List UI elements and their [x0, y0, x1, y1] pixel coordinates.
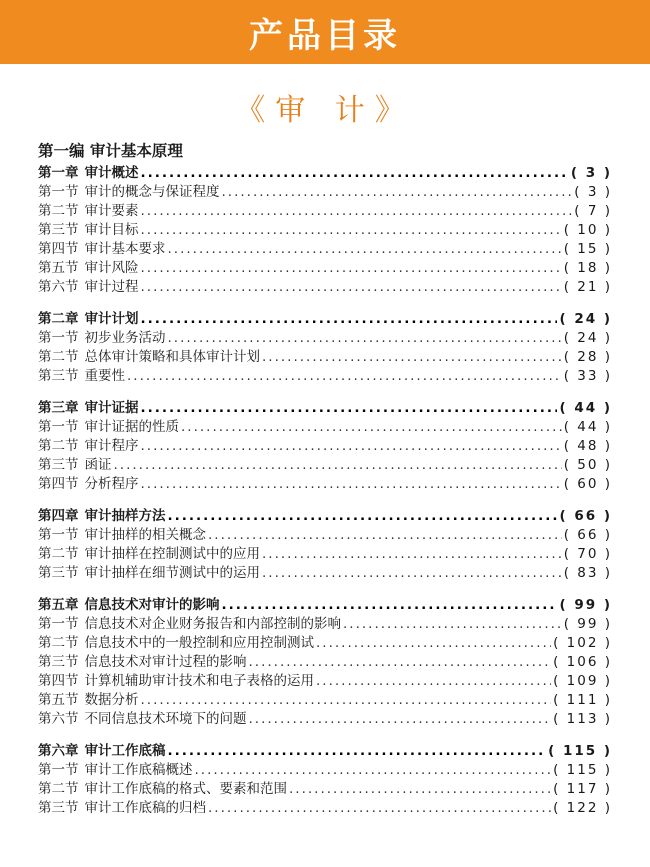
section-number: 第三节 [38, 222, 79, 238]
page-number: ( 113 ) [553, 711, 612, 727]
chapter-label [38, 596, 220, 615]
section-number: 第四节 [38, 241, 79, 257]
section-entry[interactable] [38, 672, 612, 691]
page-number: ( 70 ) [563, 546, 612, 562]
section-label [38, 634, 314, 653]
section-entry[interactable] [38, 475, 612, 494]
chapter-title: 审计工作底稿 [84, 743, 166, 759]
section-title: 审计抽样的相关概念 [84, 527, 206, 543]
section-entry[interactable] [38, 367, 612, 386]
section-title: 信息技术对审计过程的影响 [84, 654, 247, 670]
section-title: 分析程序 [84, 476, 139, 492]
dot-leader [168, 240, 562, 259]
page-title: 产品目录 [249, 15, 401, 56]
section-number: 第三节 [38, 800, 79, 816]
chapter-number: 第二章 [38, 311, 79, 327]
section-entry[interactable] [38, 799, 612, 818]
page-number: ( 66 ) [559, 508, 612, 524]
section-entry[interactable] [38, 259, 612, 278]
dot-leader [208, 799, 551, 818]
section-title: 审计程序 [84, 438, 139, 454]
dot-leader [316, 634, 551, 653]
section-label [38, 348, 260, 367]
chapter-block [38, 742, 612, 818]
section-entry[interactable] [38, 437, 612, 456]
dot-leader [343, 615, 562, 634]
chapter-label [38, 164, 139, 183]
section-number: 第六节 [38, 711, 79, 727]
section-number: 第一节 [38, 762, 79, 778]
section-title: 审计要素 [84, 203, 139, 219]
section-label [38, 221, 139, 240]
page-number: ( 111 ) [553, 692, 612, 708]
chapter-entry[interactable] [38, 742, 612, 761]
section-entry[interactable] [38, 456, 612, 475]
section-label [38, 691, 139, 710]
chapter-title: 审计证据 [84, 400, 139, 416]
page-number: ( 21 ) [563, 279, 612, 295]
page-number: ( 83 ) [563, 565, 612, 581]
dot-leader [262, 545, 562, 564]
section-title: 审计的概念与保证程度 [84, 184, 220, 200]
section-label [38, 615, 341, 634]
section-entry[interactable] [38, 221, 612, 240]
chapter-number: 第六章 [38, 743, 79, 759]
page-number: ( 115 ) [553, 762, 612, 778]
section-title: 审计目标 [84, 222, 139, 238]
page-number: ( 3 ) [570, 165, 612, 181]
section-entry[interactable] [38, 240, 612, 259]
section-number: 第一节 [38, 184, 79, 200]
dot-leader [141, 475, 562, 494]
section-label [38, 456, 112, 475]
section-title: 函证 [84, 457, 112, 473]
dot-leader [181, 418, 562, 437]
section-label [38, 329, 166, 348]
section-entry[interactable] [38, 761, 612, 780]
chapter-block [38, 507, 612, 583]
page-number: ( 24 ) [563, 330, 612, 346]
chapter-number: 第三章 [38, 400, 79, 416]
table-of-contents [38, 140, 612, 831]
section-entry[interactable] [38, 183, 612, 202]
section-title: 信息技术对企业财务报告和内部控制的影响 [84, 616, 341, 632]
section-number: 第三节 [38, 368, 79, 384]
section-entry[interactable] [38, 329, 612, 348]
section-title: 审计工作底稿概述 [84, 762, 193, 778]
section-number: 第二节 [38, 635, 79, 651]
section-label [38, 564, 260, 583]
chapter-entry[interactable] [38, 507, 612, 526]
section-label [38, 259, 139, 278]
page-number: ( 117 ) [553, 781, 612, 797]
section-title: 审计工作底稿的归档 [84, 800, 206, 816]
section-entry[interactable] [38, 348, 612, 367]
section-title: 信息技术中的一般控制和应用控制测试 [84, 635, 314, 651]
section-number: 第三节 [38, 654, 79, 670]
page-number: ( 66 ) [563, 527, 612, 543]
section-label [38, 672, 314, 691]
dot-leader [208, 526, 562, 545]
page-number: ( 10 ) [563, 222, 612, 238]
section-title: 初步业务活动 [84, 330, 166, 346]
section-label [38, 240, 166, 259]
chapter-label [38, 742, 166, 761]
page-number: ( 7 ) [574, 203, 612, 219]
section-entry[interactable] [38, 691, 612, 710]
dot-leader [141, 221, 562, 240]
section-number: 第二节 [38, 546, 79, 562]
dot-leader [141, 202, 573, 221]
section-entry[interactable] [38, 545, 612, 564]
chapter-entry[interactable] [38, 596, 612, 615]
section-number: 第三节 [38, 457, 79, 473]
chapter-title: 审计计划 [84, 311, 139, 327]
chapter-entry[interactable] [38, 164, 612, 183]
section-title: 不同信息技术环境下的问题 [84, 711, 247, 727]
section-number: 第六节 [38, 279, 79, 295]
dot-leader [289, 780, 551, 799]
chapter-label [38, 399, 139, 418]
section-title: 审计基本要求 [84, 241, 166, 257]
page-number: ( 44 ) [559, 400, 612, 416]
section-entry[interactable] [38, 780, 612, 799]
section-label [38, 475, 139, 494]
section-number: 第五节 [38, 260, 79, 276]
section-label [38, 278, 139, 297]
page-number: ( 24 ) [559, 311, 612, 327]
section-number: 第二节 [38, 438, 79, 454]
page-number: ( 99 ) [563, 616, 612, 632]
page-number: ( 50 ) [563, 457, 612, 473]
section-number: 第一节 [38, 330, 79, 346]
page-number: ( 109 ) [553, 673, 612, 689]
section-entry[interactable] [38, 615, 612, 634]
dot-leader [141, 437, 562, 456]
chapter-entry[interactable] [38, 399, 612, 418]
section-label [38, 653, 247, 672]
section-number: 第一节 [38, 527, 79, 543]
section-title: 计算机辅助审计技术和电子表格的运用 [84, 673, 314, 689]
section-title: 审计抽样在细节测试中的运用 [84, 565, 260, 581]
page-number: ( 15 ) [563, 241, 612, 257]
dot-leader [141, 399, 558, 418]
section-label [38, 418, 179, 437]
page-number: ( 102 ) [553, 635, 612, 651]
dot-leader [249, 710, 552, 729]
chapter-number: 第一章 [38, 165, 79, 181]
page-number: ( 44 ) [563, 419, 612, 435]
chapter-block [38, 310, 612, 386]
chapter-title: 审计概述 [84, 165, 139, 181]
section-entry[interactable] [38, 526, 612, 545]
section-label [38, 780, 287, 799]
page-number: ( 48 ) [563, 438, 612, 454]
section-entry[interactable] [38, 634, 612, 653]
page-number: ( 99 ) [559, 597, 612, 613]
chapter-block [38, 596, 612, 729]
dot-leader [249, 653, 552, 672]
section-title: 审计风险 [84, 260, 139, 276]
dot-leader [141, 310, 558, 329]
section-entry[interactable] [38, 278, 612, 297]
dot-leader [168, 507, 558, 526]
page-number: ( 28 ) [563, 349, 612, 365]
page-number: ( 106 ) [553, 654, 612, 670]
header-banner [0, 0, 650, 64]
section-number: 第二节 [38, 203, 79, 219]
dot-leader [141, 164, 569, 183]
dot-leader [127, 367, 562, 386]
page-number: ( 115 ) [548, 743, 612, 759]
dot-leader [141, 259, 562, 278]
page-number: ( 122 ) [553, 800, 612, 816]
chapter-number: 第四章 [38, 508, 79, 524]
chapter-label [38, 507, 166, 526]
dot-leader [114, 456, 562, 475]
page-number: ( 3 ) [574, 184, 612, 200]
dot-leader [222, 183, 573, 202]
chapter-entry[interactable] [38, 310, 612, 329]
section-number: 第三节 [38, 565, 79, 581]
section-entry[interactable] [38, 710, 612, 729]
section-label [38, 183, 220, 202]
section-entry[interactable] [38, 653, 612, 672]
section-label [38, 545, 260, 564]
section-label [38, 710, 247, 729]
dot-leader [168, 742, 547, 761]
chapter-label [38, 310, 139, 329]
page-number: ( 18 ) [563, 260, 612, 276]
chapter-block [38, 164, 612, 297]
page-number: ( 60 ) [563, 476, 612, 492]
section-label [38, 367, 125, 386]
part-heading: 第一编 审计基本原理 [38, 142, 183, 160]
section-title: 审计过程 [84, 279, 139, 295]
page-number: ( 33 ) [563, 368, 612, 384]
section-label [38, 202, 139, 221]
section-entry[interactable] [38, 418, 612, 437]
section-label [38, 799, 206, 818]
dot-leader [262, 564, 562, 583]
dot-leader [316, 672, 551, 691]
section-number: 第四节 [38, 673, 79, 689]
dot-leader [262, 348, 562, 367]
section-title: 重要性 [84, 368, 125, 384]
chapter-list [38, 164, 612, 818]
book-subject-title: 《审 计》 [235, 93, 415, 128]
chapter-number: 第五章 [38, 597, 79, 613]
section-title: 数据分析 [84, 692, 139, 708]
chapter-block [38, 399, 612, 494]
dot-leader [195, 761, 552, 780]
section-number: 第四节 [38, 476, 79, 492]
section-label [38, 761, 193, 780]
section-title: 审计工作底稿的格式、要素和范围 [84, 781, 287, 797]
section-number: 第一节 [38, 616, 79, 632]
section-label [38, 437, 139, 456]
dot-leader [222, 596, 558, 615]
section-entry[interactable] [38, 564, 612, 583]
section-number: 第一节 [38, 419, 79, 435]
section-title: 总体审计策略和具体审计计划 [84, 349, 260, 365]
section-label [38, 526, 206, 545]
dot-leader [141, 278, 562, 297]
section-number: 第二节 [38, 349, 79, 365]
chapter-title: 信息技术对审计的影响 [84, 597, 220, 613]
dot-leader [141, 691, 552, 710]
section-number: 第二节 [38, 781, 79, 797]
section-number: 第五节 [38, 692, 79, 708]
section-entry[interactable] [38, 202, 612, 221]
section-title: 审计抽样在控制测试中的应用 [84, 546, 260, 562]
chapter-title: 审计抽样方法 [84, 508, 166, 524]
dot-leader [168, 329, 562, 348]
section-title: 审计证据的性质 [84, 419, 179, 435]
